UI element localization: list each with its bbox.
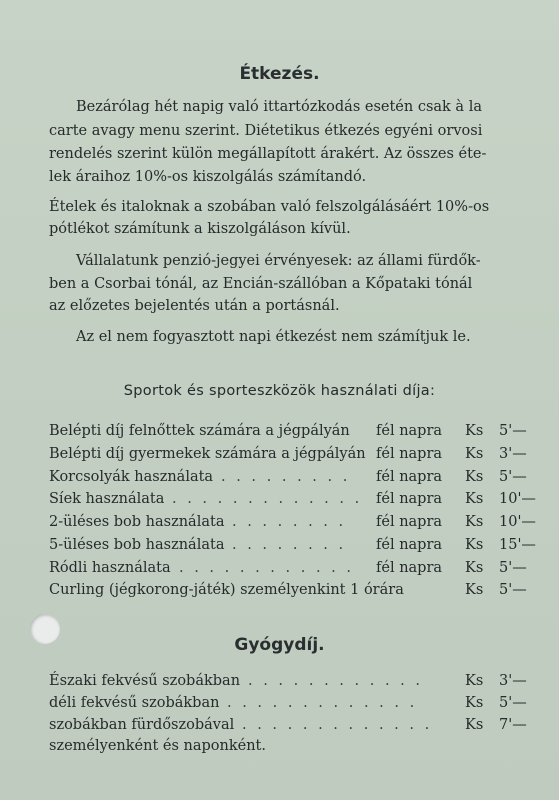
price-row [49,536,535,554]
leader-dots: . . . . . . . . . . . . . [242,717,433,733]
price-row [49,445,535,463]
price-row-label: Korcsolyák használata [49,469,214,485]
price-row-unit: fél napra [376,423,443,439]
leader-dots: . . . . . . . . [232,514,347,530]
leader-dots: . . . . . . . . . . . . [179,560,355,576]
leader-dots: . . . . . . . . . . . . . [227,695,418,711]
price-row-currency: Ks [465,469,484,485]
leader-dots: . . . . . . . . . [221,469,351,485]
price-row-label: déli fekvésű szobákban [49,695,220,711]
price-row-label: 5-üléses bob használata [49,537,225,553]
price-row-currency: Ks [465,582,484,598]
price-row-currency: Ks [465,491,484,507]
sport-title: Sportok és sporteszközök használati díja: [123,383,436,399]
etkezes-line: carte avagy menu szerint. Diétetikus étkezés egyéni orvosi [49,123,483,139]
price-row [49,672,535,690]
price-row-amount: 3'— [499,673,527,689]
price-row [49,716,535,734]
etkezes-title: Étkezés. [239,64,320,84]
price-row-label: Curling (jégkorong-játék) személyenkint 1 órára [49,582,404,598]
price-row-amount: 10'— [499,491,536,507]
price-row-currency: Ks [465,446,484,462]
price-row-unit: fél napra [376,514,443,530]
price-row-label: Ródli használata [49,560,171,576]
price-row-currency: Ks [465,514,484,530]
gyogydij-title: Gyógydíj. [234,635,325,655]
price-row [49,513,535,531]
etkezes-line: Az el nem fogyasztott napi étkezést nem számítjuk le. [76,329,471,345]
etkezes-line: ben a Csorbai tónál, az Encián-szállóban a Kőpataki tónál [49,276,473,292]
price-row-unit: fél napra [376,446,443,462]
price-row-amount: 5'— [499,695,527,711]
price-row-label: Északi fekvésű szobákban [49,673,241,689]
price-row-unit: fél napra [376,560,443,576]
price-row-currency: Ks [465,717,484,733]
price-row-currency: Ks [465,537,484,553]
price-row [49,468,535,486]
leader-dots: . . . . . . . . . . . . [248,673,424,689]
price-row-amount: 5'— [499,560,527,576]
etkezes-line: Vállalatunk penzió-jegyei érvényesek: az állami fürdők- [76,253,481,269]
price-row [49,559,535,577]
price-row-amount: 5'— [499,469,527,485]
leader-dots: . . . . . . . . . . . . . [172,491,363,507]
price-row-label: szobákban fürdőszobával [49,717,235,733]
price-row-label: Belépti díj felnőttek számára a jégpályán [49,423,350,439]
gyogydij-note: személyenként és naponként. [49,738,266,754]
price-row [49,422,535,440]
price-row-label: Belépti díj gyermekek számára a jégpályán [49,446,366,462]
price-row-unit: fél napra [376,537,443,553]
price-row-unit: fél napra [376,491,443,507]
etkezes-line: pótlékot számítunk a kiszolgáláson kívül. [49,221,351,237]
etkezes-line: rendelés szerint külön megállapított árakért. Az összes éte- [49,146,487,162]
price-row-amount: 15'— [499,537,536,553]
etkezes-line: az előzetes bejelentés után a portásnál. [49,298,340,314]
price-row-currency: Ks [465,423,484,439]
etkezes-line: lek áraihoz 10%-os kiszolgálás számítandó. [49,169,367,185]
price-row-amount: 5'— [499,423,527,439]
price-row-currency: Ks [465,560,484,576]
price-row [49,694,535,712]
price-row-amount: 3'— [499,446,527,462]
price-row-unit: fél napra [376,469,443,485]
etkezes-line: Ételek és italoknak a szobában való felszolgálásáért 10%-os [49,199,490,215]
punch-hole [30,614,60,644]
price-row-currency: Ks [465,673,484,689]
price-row [49,490,535,508]
price-row-currency: Ks [465,695,484,711]
price-row-amount: 10'— [499,514,536,530]
price-row-label: Síek használata [49,491,165,507]
leader-dots: . . . . . . . . [232,537,347,553]
price-row-amount: 5'— [499,582,527,598]
price-row-amount: 7'— [499,717,527,733]
etkezes-line: Bezárólag hét napig való ittartózkodás esetén csak à la [76,99,482,115]
price-row [49,581,535,599]
price-row-label: 2-üléses bob használata [49,514,225,530]
